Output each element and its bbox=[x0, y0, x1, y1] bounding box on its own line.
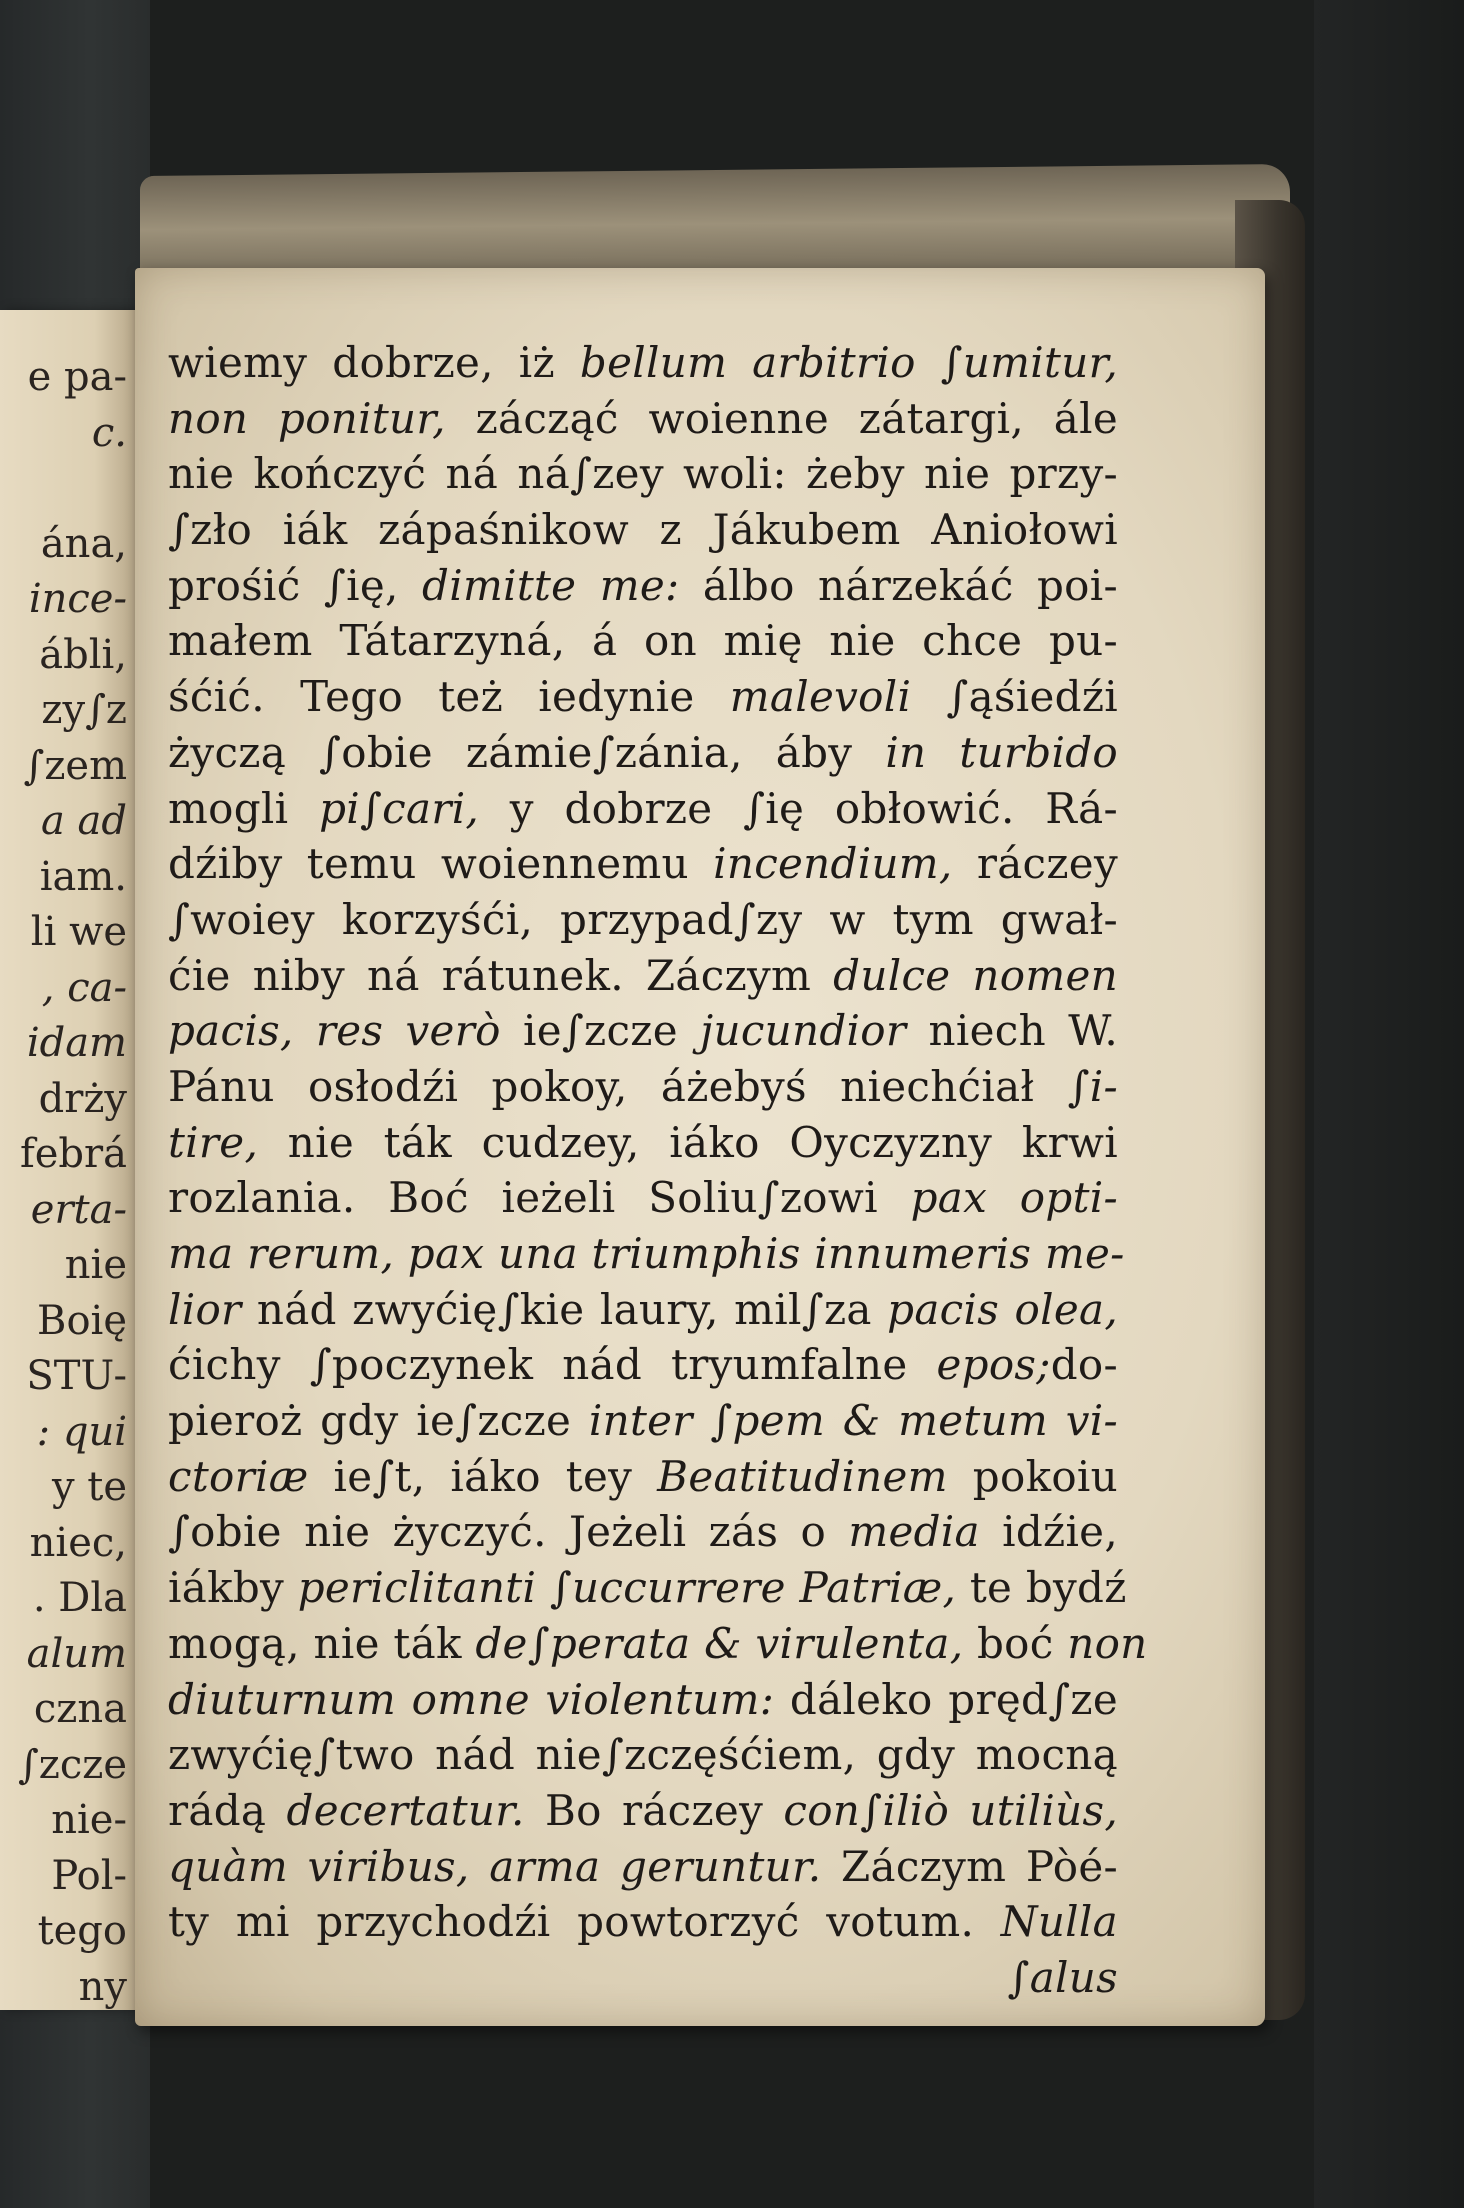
text-segment: ty mi przychodźi powtorzyć votum. bbox=[168, 1897, 1001, 1947]
text-line bbox=[168, 391, 1118, 447]
previous-page-fragment: Boię bbox=[37, 1297, 127, 1344]
latin-phrase: bellum arbitrio ∫umitur, bbox=[579, 338, 1118, 387]
text-segment: Bo ráczey bbox=[524, 1785, 784, 1835]
text-line bbox=[168, 948, 1118, 1004]
text-segment: ie∫t, iáko tey bbox=[308, 1451, 658, 1501]
previous-page-fragment: : qui bbox=[36, 1408, 127, 1455]
text-segment: idźie, bbox=[979, 1507, 1118, 1557]
text-segment: nád zwyćię∫kie laury, mil∫za bbox=[241, 1284, 888, 1334]
text-segment: te bydź bbox=[956, 1563, 1127, 1613]
latin-phrase: ma rerum, pax una triumphis innumeris me- bbox=[168, 1229, 1125, 1278]
text-segment: mogli bbox=[168, 783, 320, 833]
previous-page-fragment: nie- bbox=[51, 1797, 127, 1843]
previous-page-fragment: . Dla bbox=[32, 1575, 127, 1621]
text-segment: dźiby temu woiennemu bbox=[168, 839, 714, 889]
text-line bbox=[168, 502, 1118, 558]
text-segment: ráczey bbox=[952, 839, 1118, 889]
latin-phrase: periclitanti ∫uccurrere Patriæ, bbox=[297, 1563, 957, 1613]
text-line bbox=[168, 1059, 1118, 1115]
latin-phrase: non bbox=[1067, 1618, 1148, 1668]
previous-page-fragment: tego bbox=[37, 1908, 127, 1954]
text-line bbox=[168, 1727, 1118, 1783]
text-segment: boć bbox=[963, 1618, 1068, 1668]
latin-phrase: dulce nomen bbox=[833, 950, 1119, 1000]
latin-phrase: non ponitur, bbox=[168, 393, 446, 443]
text-segment: nie kończyć ná ná∫zey woli: żeby nie przy- bbox=[168, 449, 1118, 499]
text-segment: rádą bbox=[168, 1785, 287, 1835]
latin-phrase: con∫iliò utiliùs, bbox=[783, 1785, 1118, 1835]
latin-phrase: quàm viribus, arma geruntur. bbox=[168, 1841, 822, 1891]
text-segment: pieroż gdy ie∫zcze bbox=[168, 1396, 589, 1446]
previous-page-fragment: zy∫z bbox=[41, 687, 127, 733]
text-line bbox=[168, 1783, 1118, 1839]
text-segment: iákby bbox=[168, 1563, 298, 1613]
previous-page-fragment: idam bbox=[26, 1020, 127, 1066]
previous-page-fragment: ána, bbox=[40, 520, 127, 567]
latin-phrase: epos; bbox=[936, 1340, 1051, 1390]
text-segment: zwyćię∫two nád nie∫zczęśćiem, gdy mocną bbox=[168, 1730, 1118, 1780]
previous-page-edge bbox=[0, 310, 135, 2010]
previous-page-fragment: iam. bbox=[39, 853, 127, 900]
text-segment: ∫woiey korzyśći, przypad∫zy w tym gwał- bbox=[168, 894, 1118, 944]
text-segment: ∫obie nie życzyć. Jeżeli zás o bbox=[168, 1507, 849, 1557]
latin-phrase: incendium, bbox=[713, 839, 953, 889]
latin-phrase: pacis olea, bbox=[887, 1284, 1118, 1334]
text-line bbox=[168, 446, 1118, 502]
latin-phrase: Nulla bbox=[1000, 1897, 1118, 1947]
latin-phrase: de∫perata & virulenta, bbox=[475, 1618, 964, 1668]
latin-phrase: malevoli bbox=[729, 672, 912, 722]
text-segment: ćie niby ná rátunek. Záczym bbox=[168, 950, 834, 1000]
text-segment: życzą ∫obie zámie∫zánia, áby bbox=[168, 727, 886, 777]
text-segment: zácząć woienne zátargi, ále bbox=[445, 393, 1119, 443]
previous-page-fragment: febrá bbox=[19, 1131, 127, 1177]
text-segment: ćichy ∫poczynek nád tryumfalne bbox=[168, 1340, 937, 1390]
latin-phrase: Beatitudinem bbox=[657, 1451, 948, 1501]
text-segment: ie∫zcze bbox=[500, 1006, 701, 1056]
text-line bbox=[168, 1003, 1118, 1059]
previous-page-fragment: niec, bbox=[29, 1519, 127, 1566]
text-line bbox=[168, 1393, 1118, 1449]
latin-phrase: diuturnum omne violentum: bbox=[168, 1674, 775, 1724]
text-line bbox=[168, 335, 1118, 391]
previous-page-fragment: li we bbox=[30, 909, 127, 955]
latin-phrase: ∫alus bbox=[1007, 1952, 1118, 2002]
text-segment: prośić ∫ię, bbox=[168, 560, 423, 610]
text-segment: Záczym Pòé- bbox=[821, 1841, 1118, 1891]
text-line bbox=[168, 1226, 1125, 1282]
text-segment: pokoiu bbox=[947, 1451, 1119, 1501]
text-line bbox=[168, 781, 1118, 837]
latin-phrase: ∫i- bbox=[1067, 1061, 1118, 1111]
text-line bbox=[168, 1672, 1118, 1728]
latin-phrase: inter ∫pem & metum vi- bbox=[588, 1396, 1118, 1446]
previous-page-fragment: erta- bbox=[30, 1186, 127, 1233]
text-segment: ∫zło iák zápaśnikow z Jákubem Aniołowi bbox=[168, 505, 1118, 555]
previous-page-fragment: , ca- bbox=[41, 964, 127, 1011]
text-segment: małem Tátarzyná, á on mię nie chce pu- bbox=[168, 616, 1118, 666]
previous-page-fragment: ábli, bbox=[39, 631, 127, 678]
previous-page-fragment: Pol- bbox=[51, 1852, 127, 1899]
text-line bbox=[168, 1950, 1118, 2006]
text-line bbox=[168, 892, 1118, 948]
latin-phrase: pacis, res verò bbox=[168, 1006, 501, 1056]
latin-phrase: dimitte me: bbox=[422, 560, 680, 610]
text-segment: wiemy dobrze, iż bbox=[168, 338, 580, 387]
previous-page-fragment: ∫zem bbox=[23, 742, 127, 789]
text-line bbox=[168, 1282, 1118, 1338]
previous-page-fragment: ny bbox=[78, 1963, 127, 2010]
previous-page-fragment: ∫zcze bbox=[17, 1741, 127, 1788]
latin-phrase: in turbido bbox=[885, 727, 1119, 777]
text-line bbox=[168, 1170, 1118, 1226]
text-line bbox=[168, 1115, 1118, 1171]
latin-phrase: pax opti- bbox=[910, 1173, 1118, 1223]
latin-phrase: tire, bbox=[168, 1117, 259, 1167]
text-line bbox=[168, 1616, 1148, 1672]
text-line bbox=[168, 613, 1118, 669]
previous-page-fragments bbox=[0, 350, 135, 2010]
text-line bbox=[168, 1337, 1118, 1393]
previous-page-fragment: nie bbox=[64, 1242, 127, 1288]
previous-page-fragment: y te bbox=[51, 1464, 127, 1510]
previous-page-fragment: c. bbox=[91, 409, 127, 456]
previous-page-fragment: a ad bbox=[40, 798, 127, 844]
text-segment: álbo nárzekáć poi- bbox=[679, 560, 1118, 610]
text-segment: śćić. Tego też iedynie bbox=[168, 672, 730, 722]
text-line bbox=[168, 1504, 1118, 1560]
latin-phrase: pi∫cari, bbox=[319, 783, 480, 833]
previous-page-fragment bbox=[0, 461, 135, 517]
text-line bbox=[168, 558, 1118, 614]
latin-phrase: decertatur. bbox=[286, 1785, 525, 1835]
text-line bbox=[168, 669, 1118, 725]
text-line bbox=[168, 1839, 1118, 1895]
text-segment: rozlania. Boć ieżeli Soliu∫zowi bbox=[168, 1173, 911, 1223]
dark-background-right bbox=[1314, 0, 1464, 2208]
text-line bbox=[168, 725, 1118, 781]
previous-page-fragment: STU- bbox=[26, 1353, 127, 1399]
text-line bbox=[168, 836, 1118, 892]
text-line bbox=[168, 1894, 1118, 1950]
text-line bbox=[168, 1449, 1118, 1505]
text-segment: mogą, nie ták bbox=[168, 1618, 476, 1668]
text-segment: ∫ąśiedźi bbox=[911, 672, 1118, 722]
text-segment: dáleko pręd∫ze bbox=[774, 1674, 1118, 1724]
text-segment: y dobrze ∫ię obłowić. Rá- bbox=[479, 783, 1119, 833]
latin-phrase: media bbox=[848, 1507, 980, 1557]
latin-phrase: lior bbox=[168, 1284, 242, 1334]
previous-page-fragment: drży bbox=[38, 1075, 127, 1122]
latin-phrase: jucundior bbox=[700, 1006, 907, 1056]
previous-page-fragment: ince- bbox=[28, 576, 127, 622]
text-line bbox=[168, 1560, 1127, 1616]
text-segment: Pánu osłodźi pokoy, áżebyś niechćiał bbox=[168, 1061, 1068, 1111]
latin-phrase: ctoriæ bbox=[168, 1451, 309, 1501]
previous-page-fragment: czna bbox=[33, 1686, 127, 1732]
text-segment: do- bbox=[1050, 1340, 1118, 1390]
page-text bbox=[168, 335, 1148, 2006]
previous-page-fragment: e pa- bbox=[27, 354, 127, 400]
previous-page-fragment: alum bbox=[26, 1630, 127, 1677]
text-segment: nie ták cudzey, iáko Oyczyzny krwi bbox=[258, 1117, 1118, 1167]
text-segment: niech W. bbox=[906, 1006, 1118, 1056]
